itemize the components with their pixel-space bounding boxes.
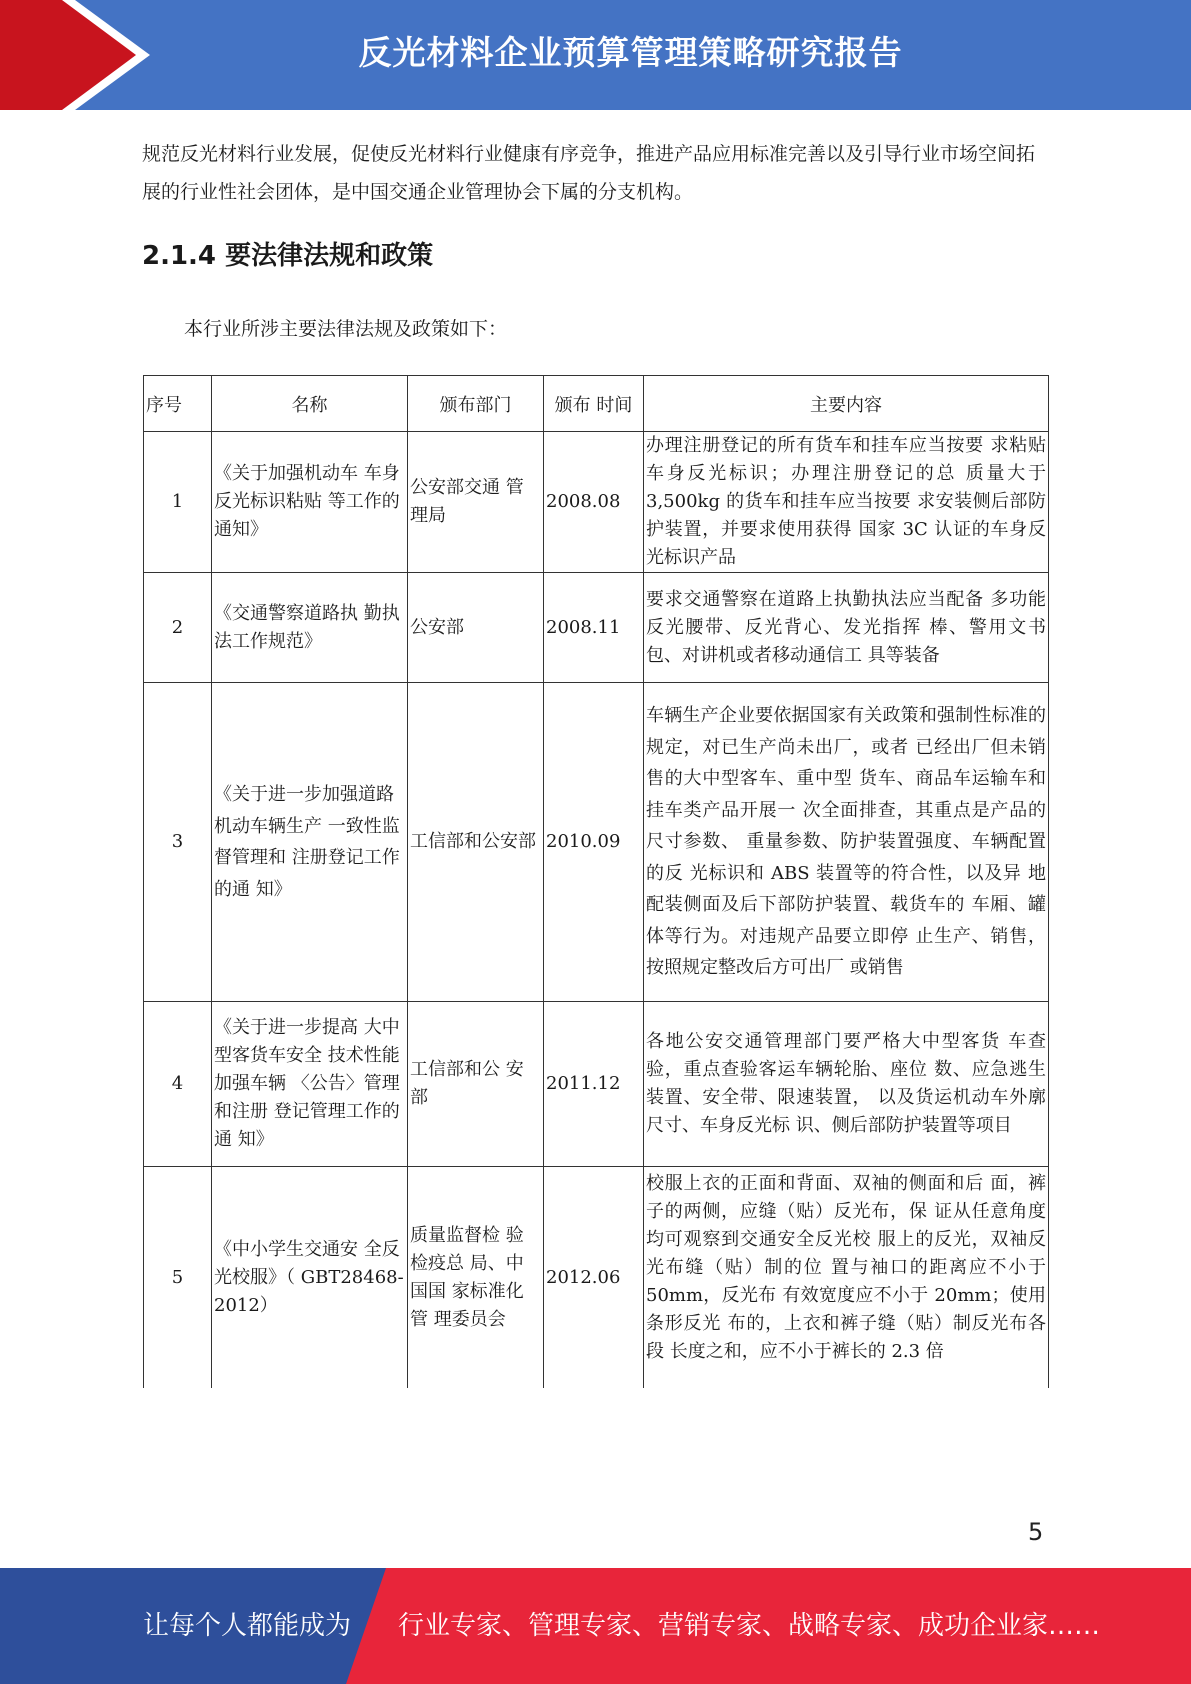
cell-content: 各地公安交通管理部门要严格大中型客货 车查验，重点查验客运车辆轮胎、座位 数、应急逃生装置、安全带、限速装置， 以及货运机动车外廓尺寸、车身反光标 识、侧后部防护装置等项目 xyxy=(644,1002,1049,1167)
cell-date: 2010.09 xyxy=(544,683,644,1002)
cell-no: 1 xyxy=(144,432,212,573)
cell-content: 校服上衣的正面和背面、双袖的侧面和后 面，裤子的两侧，应缝（贴）反光布，保 证从任意角度均可观察到交通安全反光校 服上的反光，双袖反光布缝（贴）制的位 置与袖口的距离应不小于 50mm，反光布 有效宽度应不小于 20mm；使用条形反光 布的，上衣和裤子缝（贴）制反光布各段 长度之和，应不小于裤长的 2.3 倍 xyxy=(644,1167,1049,1389)
header-content: 主要内容 xyxy=(644,376,1049,432)
header-no: 序号 xyxy=(144,376,212,432)
cell-content: 办理注册登记的所有货车和挂车应当按要 求粘贴车身反光标识；办理注册登记的总 质量大于 3,500kg 的货车和挂车应当按要 求安装侧后部防护装置，并要求使用获得 国家 3C 认证的车身反光标识产品 xyxy=(644,432,1049,573)
cell-name: 《关于进一步提高 大中型客货车安全 技术性能加强车辆 〈公告〉管理和注册 登记管理工作的通 知》 xyxy=(212,1002,408,1167)
cell-content: 车辆生产企业要依据国家有关政策和强制性标准的规定，对已生产尚未出厂，或者 已经出厂但未销售的大中型客车、重中型 货车、商品车运输车和挂车类产品开展一 次全面排查，其重点是产品的尺寸参数、 重量参数、防护装置强度、车辆配置的反 光标识和 ABS 装置等的符合性，以及异 地配装侧面及后下部防护装置、载货车的 车厢、罐体等行为。对违规产品要立即停 止生产、销售，按照规定整改后方可出厂 或销售 xyxy=(644,683,1049,1002)
cell-name: 《中小学生交通安 全反光校服》（ GBT28468-2012） xyxy=(212,1167,408,1389)
section-heading: 2.1.4 要法律法规和政策 xyxy=(142,241,434,271)
header-chevron-red xyxy=(0,0,136,110)
section-lead: 本行业所涉主要法律法规及政策如下： xyxy=(184,318,508,340)
cell-name: 《交通警察道路执 勤执法工作规范》 xyxy=(212,573,408,683)
cell-date: 2008.11 xyxy=(544,573,644,683)
footer-slogan-right: 行业专家、管理专家、营销专家、战略专家、成功企业家…… xyxy=(398,1611,1101,1641)
cell-content: 要求交通警察在道路上执勤执法应当配备 多功能反光腰带、反光背心、发光指挥 棒、警用文书包、对讲机或者移动通信工 具等装备 xyxy=(644,573,1049,683)
cell-dept: 质量监督检 验检疫总 局、中国国 家标准化管 理委员会 xyxy=(408,1167,544,1389)
cell-no: 5 xyxy=(144,1167,212,1389)
cell-name: 《关于加强机动车 车身反光标识粘贴 等工作的通知》 xyxy=(212,432,408,573)
page-number: 5 xyxy=(1028,1518,1044,1546)
cell-name: 《关于进一步加强道路机动车辆生产 一致性监督管理和 注册登记工作的通 知》 xyxy=(212,683,408,1002)
cell-date: 2008.08 xyxy=(544,432,644,573)
table-row xyxy=(144,1167,1049,1389)
page-header xyxy=(0,0,1191,110)
table-header-row xyxy=(144,376,1049,432)
intro-paragraph: 规范反光材料行业发展，促使反光材料行业健康有序竞争，推进产品应用标准完善以及引导行业市场空间拓展的行业性社会团体，是中国交通企业管理协会下属的分支机构。 xyxy=(142,143,1036,203)
cell-date: 2012.06 xyxy=(544,1167,644,1389)
cell-dept: 公安部交通 管理局 xyxy=(408,432,544,573)
cell-dept: 工信部和公 安部 xyxy=(408,1002,544,1167)
header-date: 颁布 时间 xyxy=(544,376,644,432)
page-title: 反光材料企业预算管理策略研究报告 xyxy=(358,33,903,72)
footer-slogan-left: 让每个人都能成为 xyxy=(143,1611,352,1641)
page-footer xyxy=(0,1568,1191,1684)
header-name: 名称 xyxy=(212,376,408,432)
table-row xyxy=(144,683,1049,1002)
table-row xyxy=(144,573,1049,683)
cell-no: 4 xyxy=(144,1002,212,1167)
cell-no: 3 xyxy=(144,683,212,1002)
cell-no: 2 xyxy=(144,573,212,683)
header-dept: 颁布部门 xyxy=(408,376,544,432)
cell-dept: 工信部和公安部 xyxy=(408,683,544,1002)
table-row xyxy=(144,432,1049,573)
laws-table xyxy=(143,375,1049,1388)
table-row xyxy=(144,1002,1049,1167)
cell-dept: 公安部 xyxy=(408,573,544,683)
cell-date: 2011.12 xyxy=(544,1002,644,1167)
